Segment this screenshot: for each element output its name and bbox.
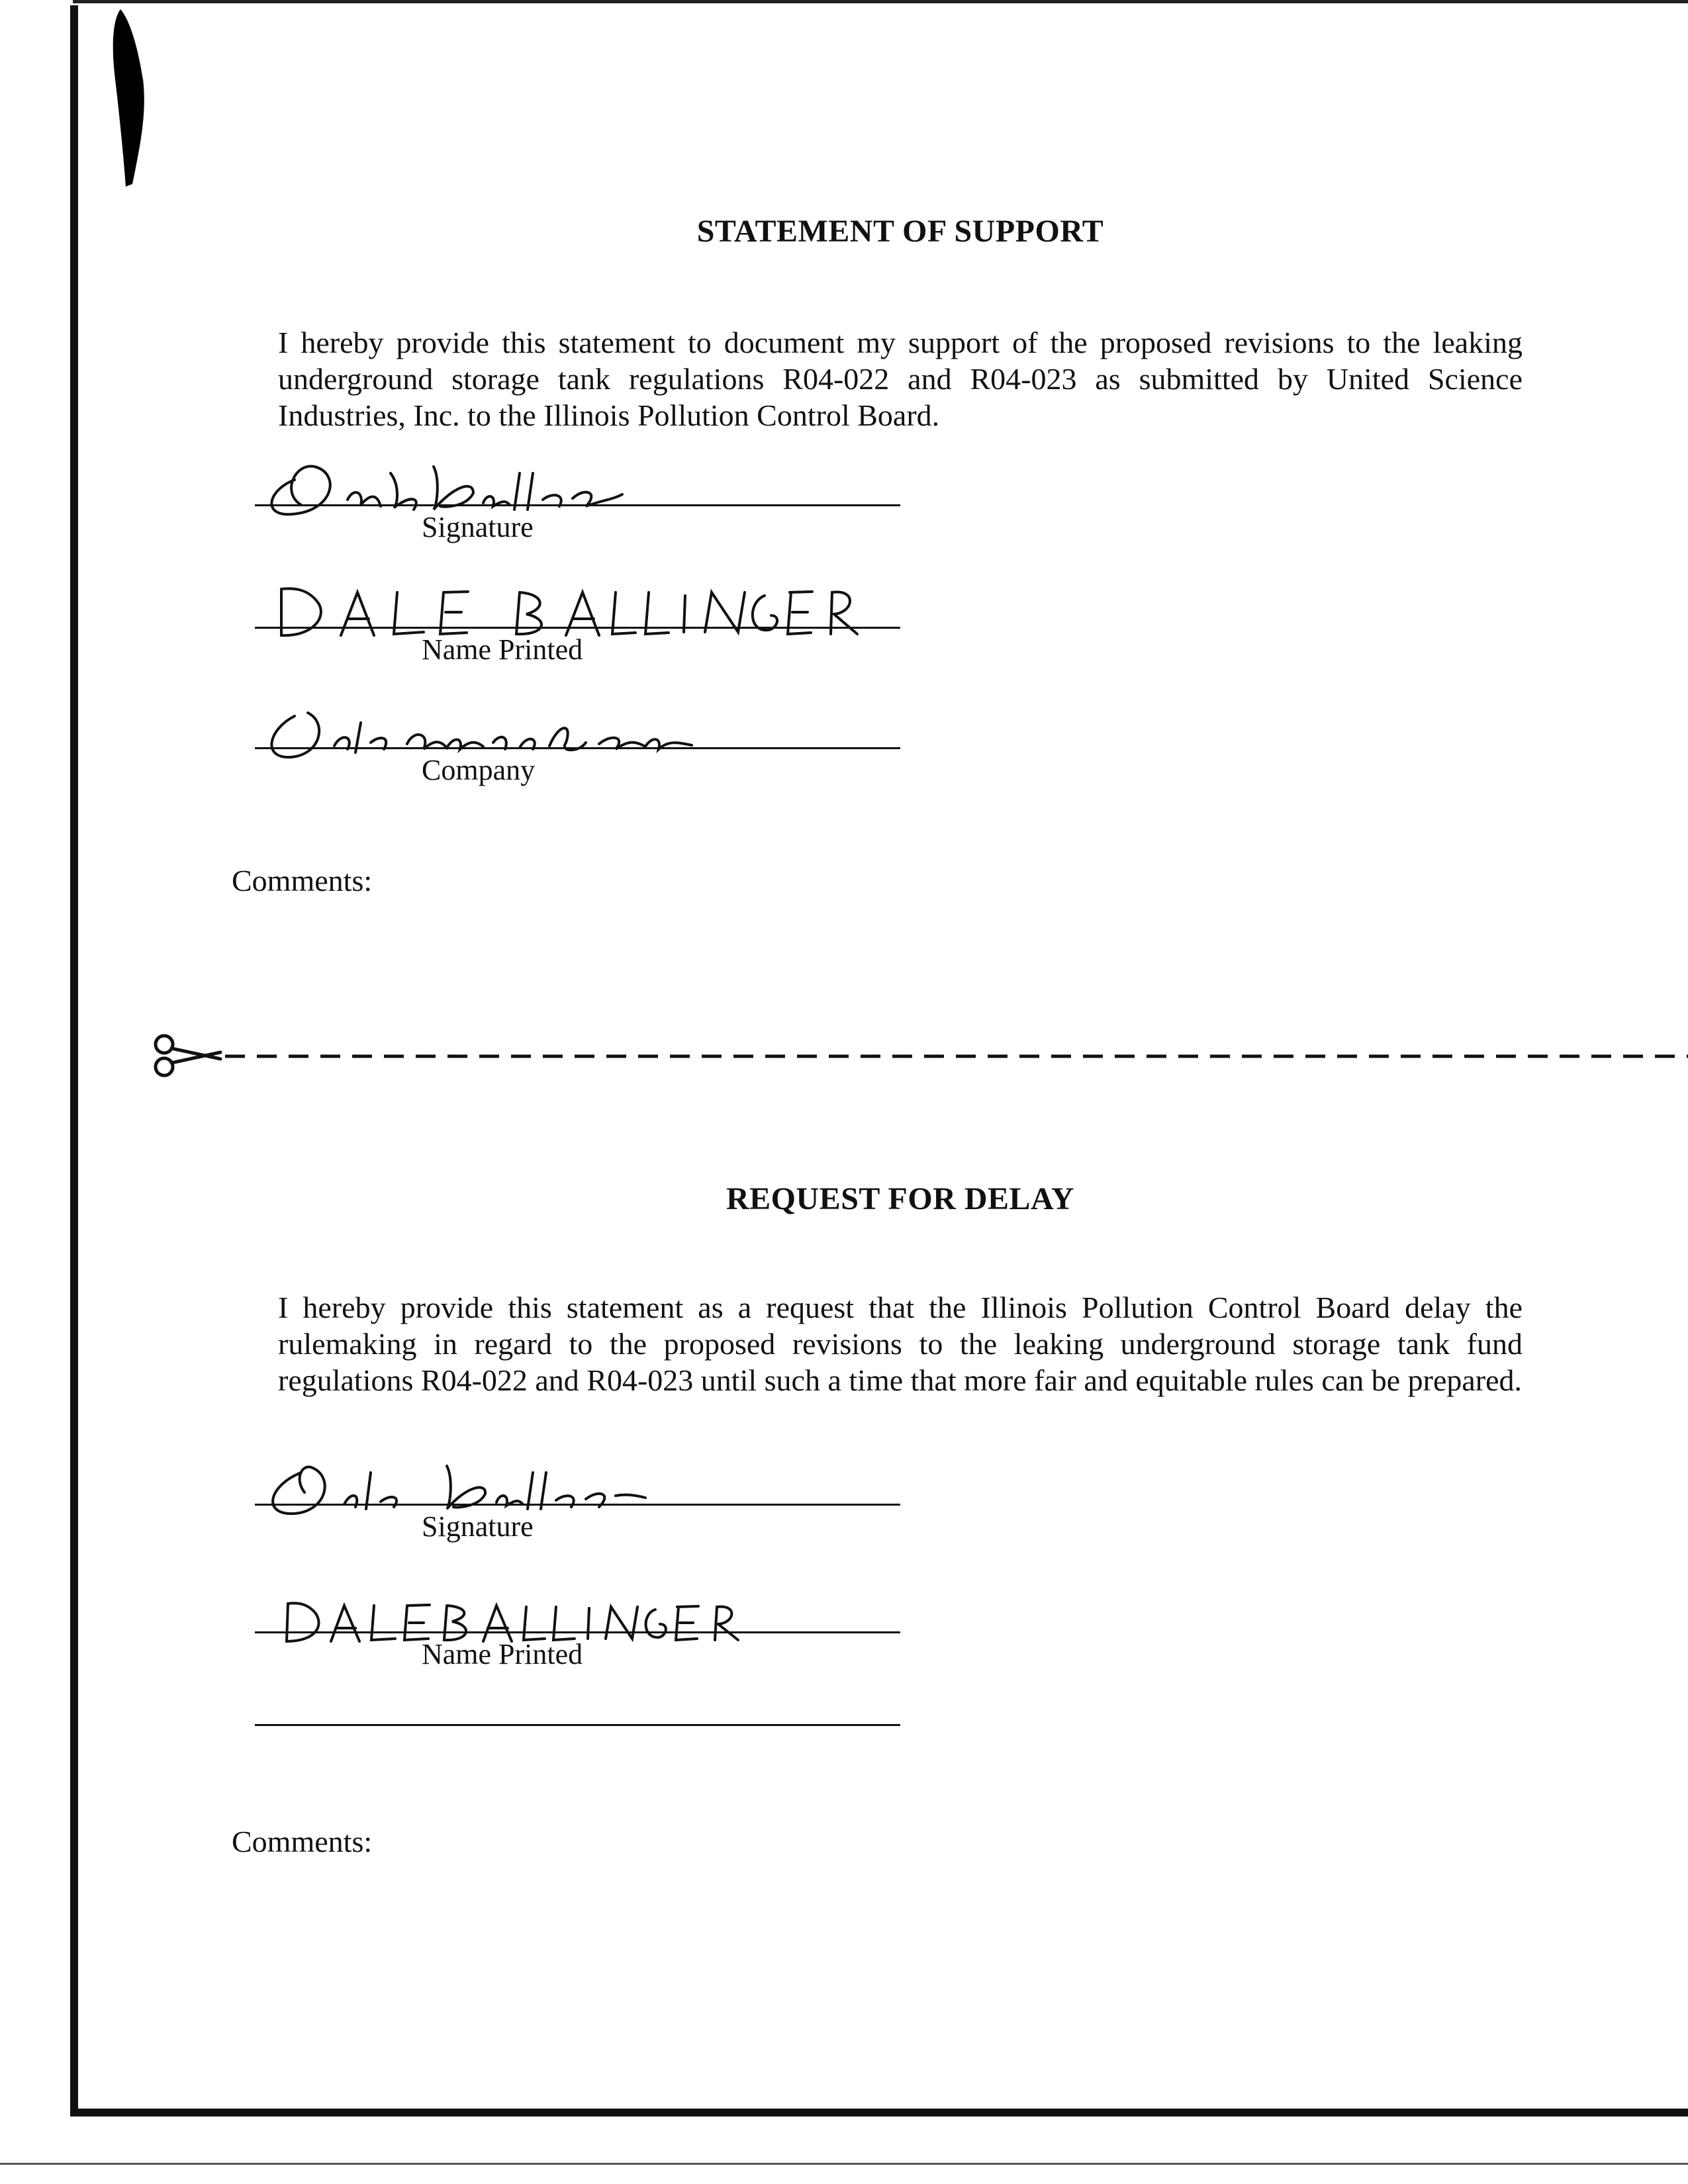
delay-title: REQUEST FOR DELAY — [726, 1181, 1074, 1216]
support-signature-line — [255, 504, 900, 506]
delay-blank-field[interactable] — [255, 1694, 900, 1767]
support-signature-field[interactable] — [255, 453, 900, 546]
support-signature-handwriting — [255, 453, 900, 520]
delay-name-printed-field[interactable] — [255, 1580, 900, 1673]
delay-blank-line — [255, 1724, 900, 1726]
scan-bottom-rule — [0, 2163, 1688, 2165]
delay-name-label: Name Printed — [422, 1638, 583, 1670]
support-title: STATEMENT OF SUPPORT — [696, 214, 1104, 249]
support-statement-text: I hereby provide this statement to document my support of the proposed revisions to the leaking underground storage tank regulations R04-022 and R04-023 as submitted by United Science Industries, Inc. to the Illinois Pollution Control Board. — [278, 326, 1523, 432]
delay-statement-text: I hereby provide this statement as a request that the Illinois Pollution Control Board delay the rulemaking in regard to the proposed revisions to the leaking underground storage tank fund regulations R04-022 and R04-023 until such a time that more fair and equitable rules can be prepared. — [278, 1291, 1523, 1397]
delay-name-line — [255, 1631, 900, 1633]
support-name-printed-field[interactable] — [255, 576, 900, 668]
support-company-handwriting — [255, 696, 900, 762]
scan-artifact-mark — [99, 7, 152, 192]
support-company-line — [255, 747, 900, 749]
scan-border-bottom — [70, 2109, 1688, 2116]
support-company-label: Company — [422, 754, 536, 786]
scan-border-left — [70, 5, 78, 2116]
delay-signature-line — [255, 1504, 900, 1506]
support-company-field[interactable] — [255, 696, 900, 789]
support-signature-label: Signature — [422, 511, 534, 543]
support-comments-label: Comments: — [232, 864, 373, 897]
delay-signature-field[interactable] — [255, 1453, 900, 1545]
delay-comments-label: Comments: — [232, 1825, 373, 1858]
support-name-label: Name Printed — [422, 633, 583, 666]
scan-border-top — [73, 0, 1688, 3]
support-name-line — [255, 627, 900, 629]
delay-signature-handwriting — [255, 1453, 900, 1519]
cut-here-dashed-line — [152, 1054, 1688, 1059]
delay-signature-label: Signature — [422, 1510, 534, 1543]
